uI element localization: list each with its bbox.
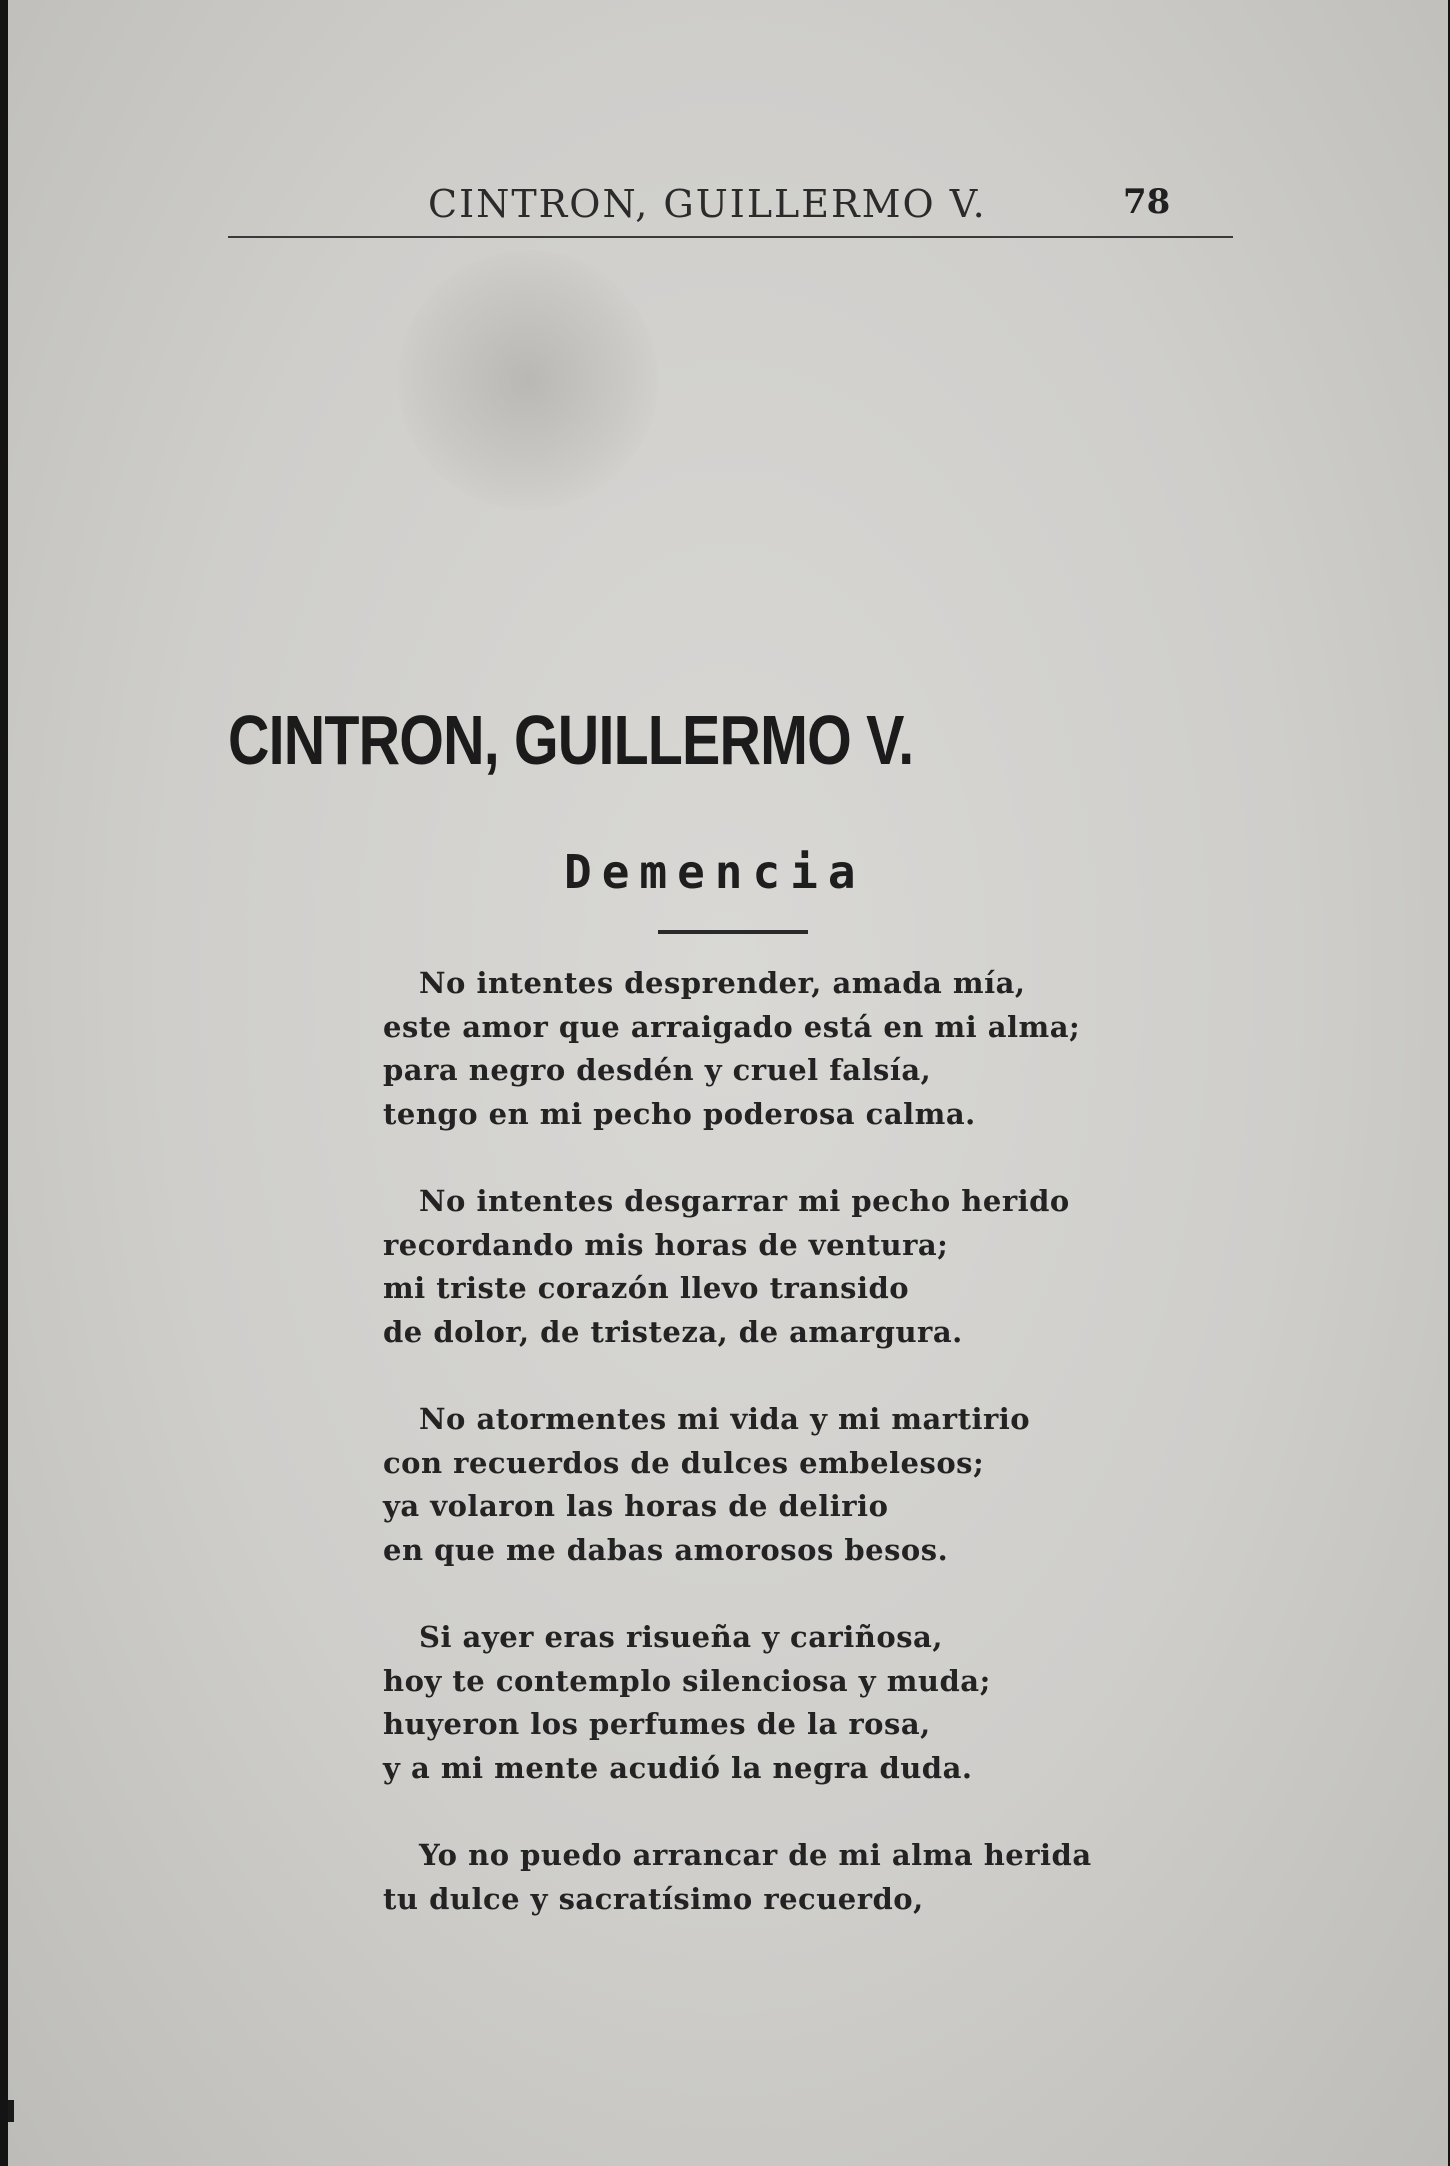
poem-line: recordando mis horas de ventura;: [383, 1227, 949, 1262]
stanza-3: [383, 1398, 1143, 1572]
poem-line: de dolor, de tristeza, de amargura.: [383, 1314, 963, 1349]
poem-line: Yo no puedo arrancar de mi alma herida: [419, 1838, 1092, 1872]
poem-line: en que me dabas amorosos besos.: [383, 1532, 949, 1567]
poem-line: No intentes desgarrar mi pecho herido: [419, 1184, 1070, 1218]
poem-line: tu dulce y sacratísimo recuerdo,: [383, 1881, 924, 1916]
stanza-4: [383, 1616, 1143, 1790]
book-page: [8, 0, 1448, 2166]
poem-line: mi triste corazón llevo transido: [383, 1271, 910, 1305]
poem-line: para negro desdén y cruel falsía,: [383, 1053, 932, 1087]
poem-line: hoy te contemplo silenciosa y muda;: [383, 1663, 991, 1698]
poem-line: No intentes desprender, amada mía,: [419, 966, 1026, 1000]
poem-line: No atormentes mi vida y mi martirio: [419, 1402, 1031, 1436]
stanza-1: [383, 962, 1143, 1136]
poem-body: [383, 962, 1143, 1965]
poem-title-rule: [658, 930, 808, 934]
paper-stain: [398, 250, 658, 510]
author-heading: CINTRON, GUILLERMO V.: [228, 701, 914, 779]
poem-line: con recuerdos de dulces embelesos;: [383, 1445, 985, 1480]
page-edge-mark: [8, 2100, 14, 2122]
running-head-rule: [228, 236, 1233, 238]
poem-line: este amor que arraigado está en mi alma;: [383, 1009, 1081, 1044]
running-head-title: CINTRON, GUILLERMO V.: [428, 182, 987, 226]
poem-line: y a mi mente acudió la negra duda.: [383, 1750, 973, 1785]
poem-line: Si ayer eras risueña y cariñosa,: [419, 1620, 943, 1654]
poem-line: ya volaron las horas de delirio: [383, 1489, 889, 1523]
poem-line: tengo en mi pecho poderosa calma.: [383, 1096, 976, 1131]
page-number: 78: [1123, 182, 1171, 222]
stanza-5: [383, 1834, 1143, 1921]
poem-title: Demencia: [564, 845, 866, 899]
poem-line: huyeron los perfumes de la rosa,: [383, 1707, 931, 1741]
stanza-2: [383, 1180, 1143, 1354]
